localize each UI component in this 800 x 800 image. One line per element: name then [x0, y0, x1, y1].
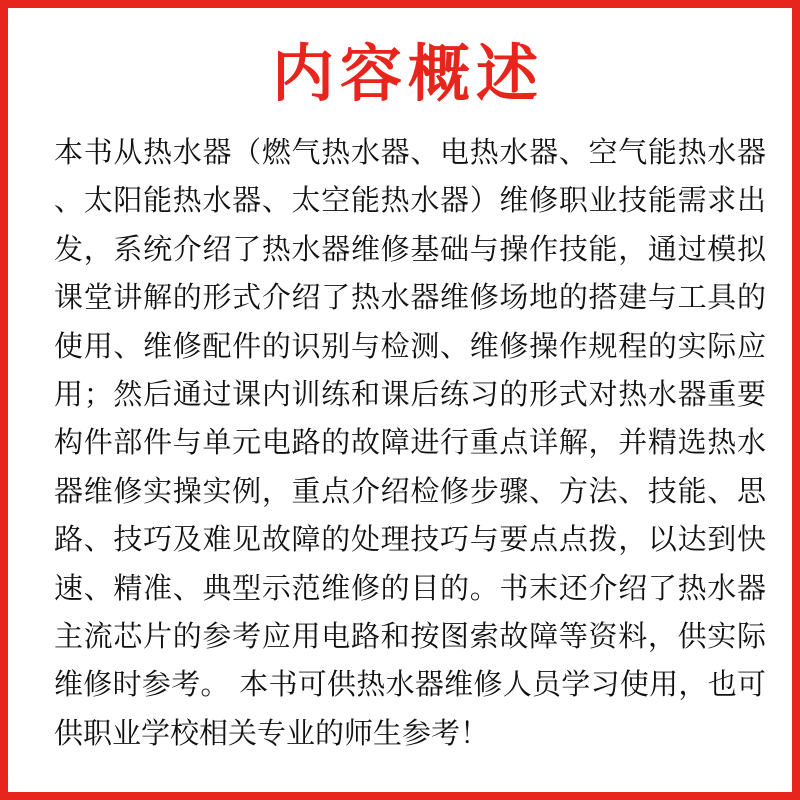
text-line: 构件部件与单元电路的故障进行重点详解，并精选热水	[54, 425, 766, 460]
text-line: 主流芯片的参考应用电路和按图索故障等资料，供实际	[54, 618, 766, 653]
text-line: 维修时参考。 本书可供热水器维修人员学习使用，也可	[54, 667, 766, 702]
text-line: 本书从热水器（燃气热水器、电热水器、空气能热水器	[54, 135, 766, 169]
page-title: 内容概述	[271, 37, 544, 110]
text-line: 器维修实操实例，重点介绍检修步骤、方法、技能、思	[54, 473, 766, 508]
text-line: 速、精准、典型示范维修的目的。书末还介绍了热水器	[54, 570, 766, 605]
text-line: 课堂讲解的形式介绍了热水器维修场地的搭建与工具的	[54, 280, 766, 315]
text-line: 、太阳能热水器、太空能热水器）维修职业技能需求出	[54, 183, 766, 218]
text-line: 用；然后通过课内训练和课后练习的形式对热水器重要	[54, 376, 766, 411]
summary-text	[54, 128, 766, 757]
text-line: 使用、维修配件的识别与检测、维修操作规程的实际应	[54, 328, 766, 363]
text-line: 发，系统介绍了热水器维修基础与操作技能，通过模拟	[54, 231, 766, 266]
text-line: 供职业学校相关专业的师生参考！	[54, 715, 490, 750]
text-line: 路、技巧及难见故障的处理技巧与要点点拨，以达到快	[54, 522, 766, 557]
